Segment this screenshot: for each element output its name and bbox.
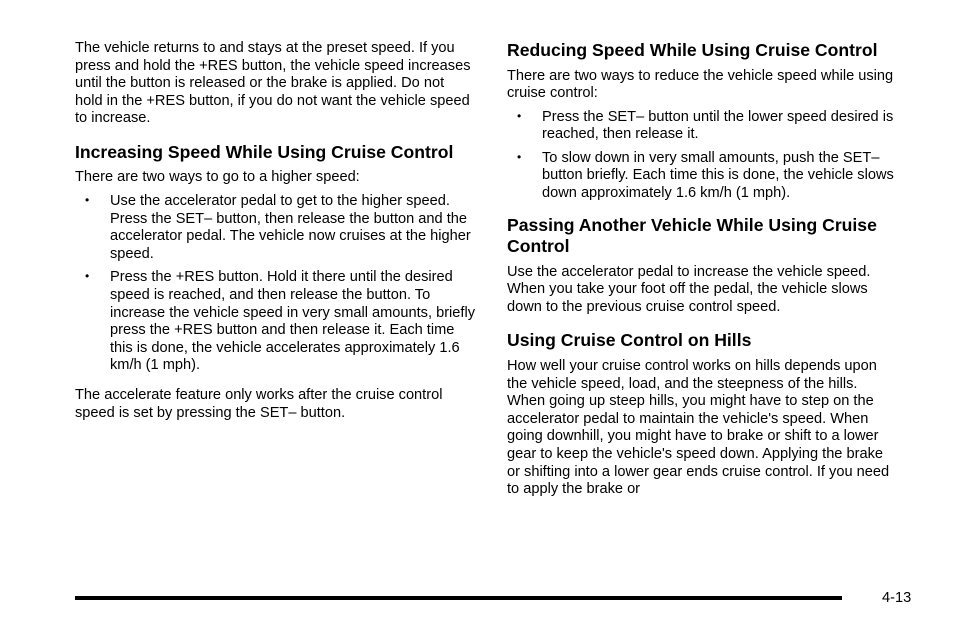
footer-rule <box>75 596 842 600</box>
list-item <box>75 269 475 375</box>
bullet-icon: • <box>517 108 522 123</box>
section-heading-reducing-speed: Reducing Speed While Using Cruise Control <box>507 40 878 60</box>
list-item <box>507 109 897 144</box>
list-item-text: Use the accelerator pedal to get to the higher speed. Press the SET– button, then release the button and the accelerator pedal. The vehicle now cruises at the higher speed. <box>110 193 471 262</box>
right-column <box>507 40 897 499</box>
list-item-text: Press the SET– button until the lower speed desired is reached, then release it. <box>542 108 894 143</box>
section-heading-increasing-speed: Increasing Speed While Using Cruise Control <box>75 141 454 162</box>
bullet-list <box>75 193 475 375</box>
section-heading-passing-vehicle: Passing Another Vehicle While Using Cruise Control <box>507 214 877 257</box>
section-intro: There are two ways to reduce the vehicle speed while using cruise control: <box>507 67 894 102</box>
left-column <box>75 40 475 422</box>
bullet-icon: • <box>85 193 90 208</box>
bullet-icon: • <box>517 149 522 164</box>
page-number: 4-13 <box>882 590 912 606</box>
section-body: Use the accelerator pedal to increase the vehicle speed. When you take your foot off the pedal, the vehicle slows down to the previous cruise control speed. <box>507 263 871 315</box>
intro-paragraph: The vehicle returns to and stays at the preset speed. If you press and hold the +RES button, the vehicle speed increases until the button is released or the brake is applied. Do not hold in the +RES button, if you do not want the vehicle speed to increase. <box>75 40 471 127</box>
list-item <box>507 150 897 203</box>
bullet-list <box>507 109 897 203</box>
section-body: How well your cruise control works on hills depends upon the vehicle speed, load, and the steepness of the hills. When going up steep hills, you might have to step on the accelerator pedal to maintain the vehicle's speed. When going downhill, you might have to brake or shift to a lower gear to keep the vehicle's speed down. Applying the brake or shifting into a lower gear ends cruise control. If you need to apply the brake or <box>507 357 890 498</box>
section-outro: The accelerate feature only works after the cruise control speed is set by pressing the SET– button. <box>75 387 443 421</box>
list-item <box>75 193 475 263</box>
list-item-text: To slow down in very small amounts, push the SET– button briefly. Each time this is done, the vehicle slows down approximately 1.6 km/h (1 mph). <box>542 149 894 202</box>
section-heading-hills: Using Cruise Control on Hills <box>507 330 752 351</box>
bullet-icon: • <box>85 269 90 284</box>
list-item-text: Press the +RES button. Hold it there until the desired speed is reached, and then release the button. To increase the vehicle speed in very small amounts, briefly press the +RES button and then release it. Each time this is done, the vehicle accelerates approximately 1.6 km/h (1 mph). <box>110 269 476 374</box>
section-intro: There are two ways to go to a higher speed: <box>75 169 360 186</box>
